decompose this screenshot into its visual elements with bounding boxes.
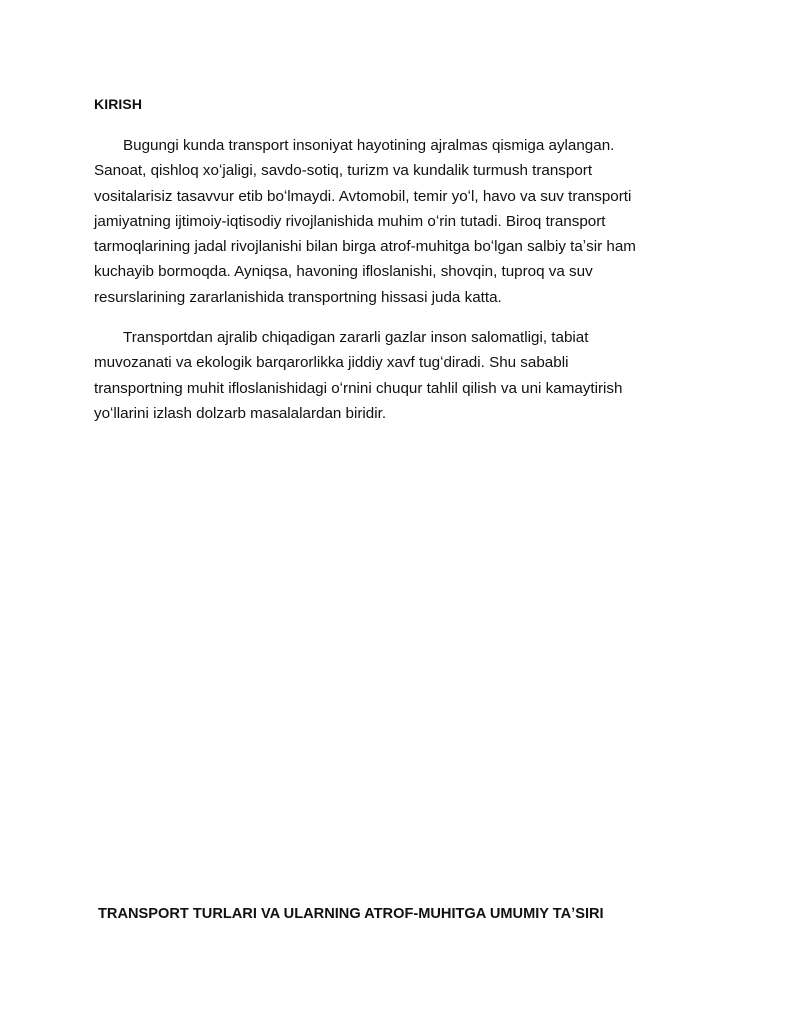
- paragraph-line: jamiyatning ijtimoiy-iqtisodiy rivojlanishida muhim oʻrin tutadi. Biroq transport: [94, 212, 606, 230]
- paragraph-intro: [94, 133, 706, 310]
- paragraph-line: tarmoqlarining jadal rivojlanishi bilan birga atrof-muhitga boʻlgan salbiy taʼsir ham: [94, 238, 636, 256]
- section-heading-transport-types: TRANSPORT TURLARI VA ULARNING ATROF-MUHITGA UMUMIY TAʼSIRI: [98, 906, 604, 922]
- paragraph-emissions: [94, 325, 706, 426]
- paragraph-line: transportning muhit ifloslanishidagi oʻrnini chuqur tahlil qilish va uni kamaytirish: [94, 379, 623, 397]
- paragraph-line: Bugungi kunda transport insoniyat hayotining ajralmas qismiga aylangan.: [123, 137, 615, 154]
- paragraph-line: muvozanati va ekologik barqarorlikka jiddiy xavf tugʻdiradi. Shu sababli: [94, 354, 569, 372]
- paragraph-line: vositalarisiz tasavvur etib boʻlmaydi. Avtomobil, temir yoʻl, havo va suv transporti: [94, 187, 632, 205]
- heading-kirish: KIRISH: [94, 96, 143, 112]
- paragraph-line: yoʻllarini izlash dolzarb masalalardan biridir.: [94, 404, 387, 422]
- paragraph-line: kuchayib bormoqda. Ayniqsa, havoning ifloslanishi, shovqin, tuproq va suv: [94, 263, 593, 281]
- paragraph-line: Sanoat, qishloq xoʻjaligi, savdo-sotiq, turizm va kundalik turmush transport: [94, 162, 593, 180]
- paragraph-line: resurslarining zararlanishida transportning hissasi juda katta.: [94, 288, 502, 306]
- paragraph-line: Transportdan ajralib chiqadigan zararli gazlar inson salomatligi, tabiat: [123, 329, 589, 346]
